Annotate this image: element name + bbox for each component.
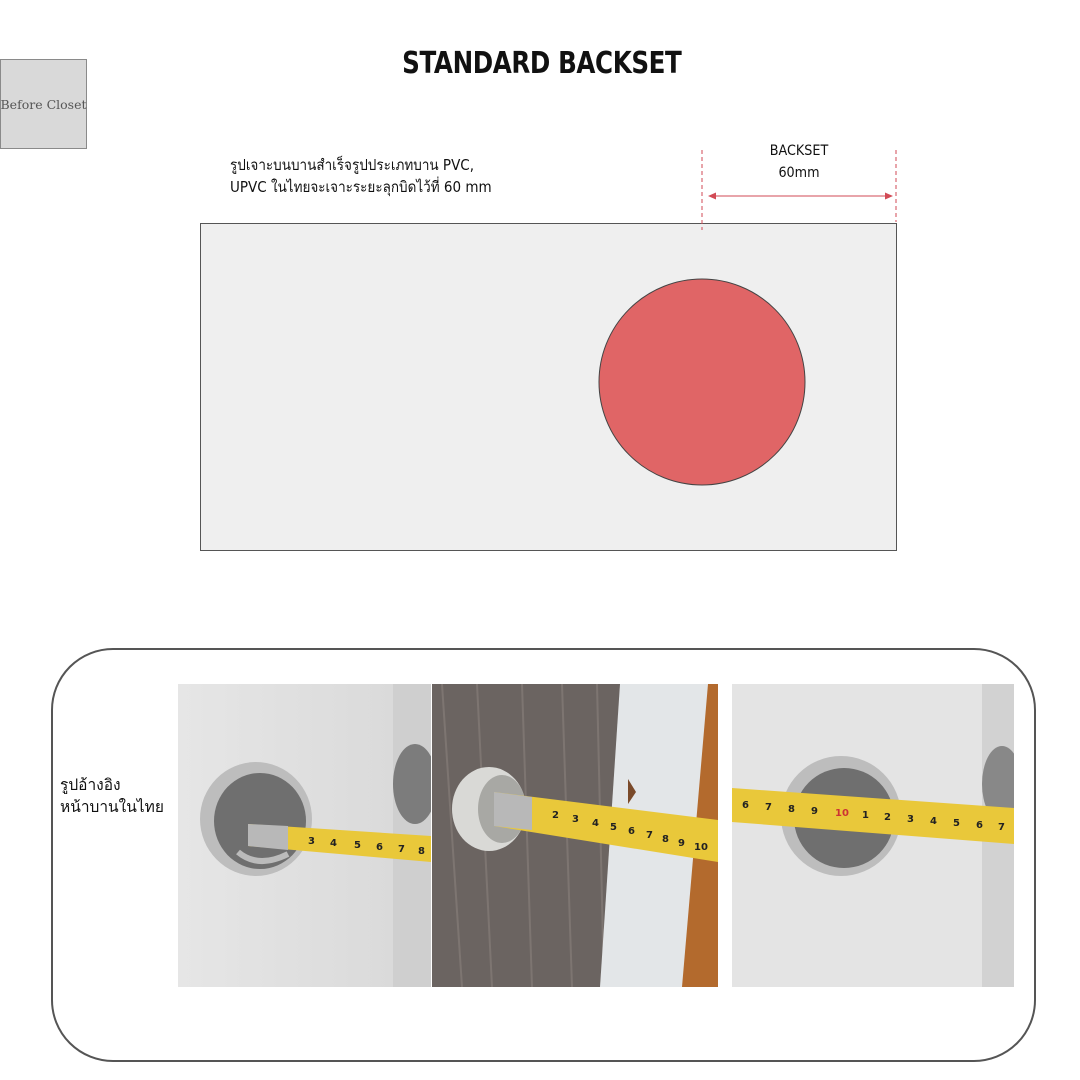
- tape-number: 2: [884, 812, 891, 823]
- tape-number: 7: [998, 822, 1005, 833]
- tape-number: 2: [552, 810, 559, 821]
- tape-number: 8: [662, 834, 669, 845]
- tape-number: 6: [376, 842, 383, 853]
- wood-door-hole-photo: [432, 684, 718, 987]
- tape-number: 8: [418, 846, 425, 857]
- handle-hole: [599, 279, 805, 485]
- tape-number: 10: [835, 808, 849, 819]
- tape-number: 6: [742, 800, 749, 811]
- tape-number: 3: [308, 836, 315, 847]
- tape-number: 7: [765, 802, 772, 813]
- reference-caption-line-2: หน้าบานในไทย: [60, 798, 164, 816]
- tape-number: 7: [646, 830, 653, 841]
- brand-logo-text: Before Closet: [0, 96, 87, 112]
- dimension-arrow-right: [885, 193, 893, 200]
- tape-number: 7: [398, 844, 405, 855]
- tape-number: 4: [592, 818, 599, 829]
- description-line-2: UPVC ในไทยจะเจาะระยะลุกบิดไว้ที่ 60 mm: [230, 178, 492, 196]
- tape-number: 6: [976, 820, 983, 831]
- tape-number: 3: [572, 814, 579, 825]
- backset-label-text: BACKSET: [769, 143, 829, 159]
- white-door-hole-photo: [178, 684, 431, 987]
- tape-number: 4: [330, 838, 337, 849]
- reference-caption-line-1: รูปอ้างอิง: [60, 776, 121, 794]
- tape-number: 1: [862, 810, 869, 821]
- dimension-arrow-left: [708, 193, 716, 200]
- backset-value-text: 60mm: [778, 165, 820, 181]
- description-line-1: รูปเจาะบนบานสำเร็จรูปประเภทบาน PVC,: [230, 156, 475, 174]
- tape-number: 4: [930, 816, 937, 827]
- tape-number: 6: [628, 826, 635, 837]
- tape-number: 3: [907, 814, 914, 825]
- tape-number: 8: [788, 804, 795, 815]
- tape-number: 10: [694, 842, 708, 853]
- tape-number: 5: [953, 818, 960, 829]
- tape-number: 5: [354, 840, 361, 851]
- white-door-hole-photo-2: [732, 684, 1014, 987]
- tape-number: 9: [678, 838, 685, 849]
- tape-number: 9: [811, 806, 818, 817]
- page-title: STANDARD BACKSET: [402, 46, 682, 81]
- reference-caption: [60, 774, 164, 818]
- tape-number: 5: [610, 822, 617, 833]
